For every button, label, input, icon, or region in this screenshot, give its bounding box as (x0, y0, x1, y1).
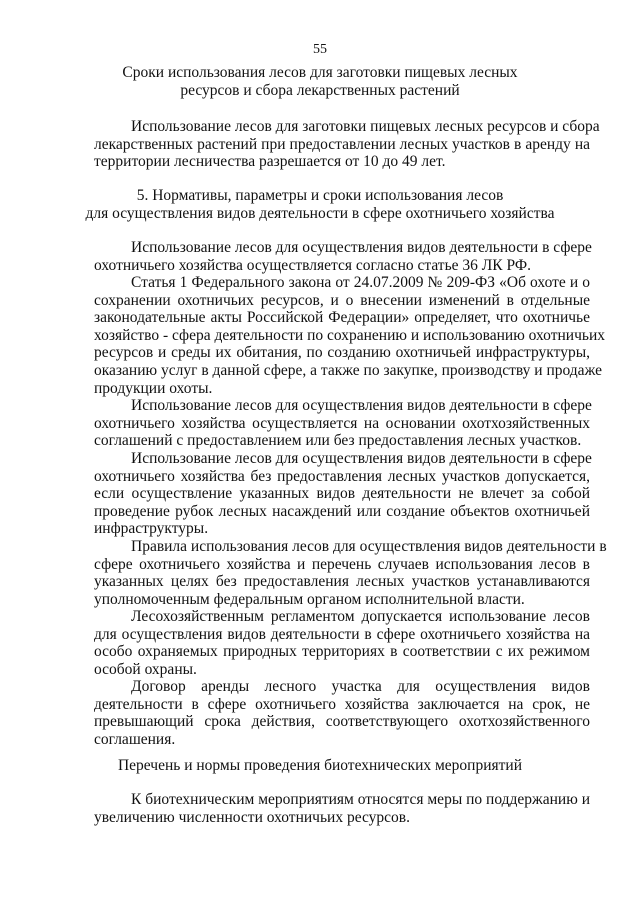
paragraph-line: Использование лесов для осуществления видов деятельности в сфере (131, 239, 592, 256)
paragraph-line: превышающий срока действия, соответствующего охотхозяйственного (94, 713, 590, 731)
paragraph-line: охотничьего хозяйства осуществляется согласно статье 36 ЛК РФ. (94, 256, 531, 274)
paragraph-line: проведение рубок лесных насаждений или создание объектов охотничьей (94, 502, 590, 520)
paragraph-line: оказанию услуг в данной сфере, а также по закупке, производству и продаже (94, 361, 602, 379)
paragraph-line: лекарственных растений при предоставлении лесных участков в аренду на (94, 135, 590, 153)
section-heading-biotech (0, 757, 640, 775)
paragraph-line: особо охраняемых природных территориях в соответствии с их режимом (94, 643, 590, 661)
paragraph-biotech (94, 791, 590, 826)
heading-line: 5. Нормативы, параметры и сроки использования лесов (136, 187, 504, 204)
paragraph-hunting-6 (94, 608, 590, 678)
paragraph-hunting-3 (94, 397, 590, 450)
paragraph-line: охотничьего хозяйства осуществляется на основании охотхозяйственных (94, 414, 590, 432)
paragraph-line: указанных целях без предоставления лесных участков устанавливаются (94, 573, 590, 591)
paragraph-line: особой охраны. (94, 660, 197, 678)
paragraph-line: охотничьего хозяйства без предоставления лесных участков допускается, (94, 467, 590, 485)
paragraph-hunting-5 (94, 538, 607, 608)
paragraph-line: увеличению численности охотничьих ресурсов. (94, 808, 410, 826)
paragraph-line: Использование лесов для осуществления видов деятельности в сфере (131, 450, 592, 467)
heading-line: ресурсов и сбора лекарственных растений (180, 82, 460, 99)
paragraph-line: инфраструктуры. (94, 520, 209, 538)
paragraph-line: если осуществление указанных видов деятельности не влечет за собой (94, 485, 590, 503)
paragraph-hunting-2 (94, 274, 606, 397)
paragraph-hunting-7 (94, 678, 590, 748)
paragraph-line: Использование лесов для заготовки пищевых лесных ресурсов и сбора (131, 118, 600, 135)
heading-line: для осуществления видов деятельности в сфере охотничьего хозяйства (85, 205, 555, 222)
paragraph-line: соглашений с предоставлением или без предоставления лесных участков. (94, 432, 582, 450)
paragraph-line: Договор аренды лесного участка для осуществления видов (131, 678, 590, 695)
paragraph-hunting-4 (94, 450, 590, 538)
heading-line: Перечень и нормы проведения биотехнических мероприятий (117, 757, 523, 774)
paragraph-line: деятельности в сфере охотничьего хозяйства заключается на срок, не (94, 695, 590, 713)
paragraph-line: ресурсов и среды их обитания, по созданию охотничьей инфраструктуры, (94, 344, 590, 362)
paragraph-line: для осуществления видов деятельности в сфере охотничьего хозяйства на (94, 625, 590, 643)
section-heading-forest-food (0, 64, 640, 100)
paragraph-line: сфере охотничьего хозяйства и перечень случаев использования лесов в (94, 555, 590, 573)
paragraph-line: Правила использования лесов для осуществления видов деятельности в (131, 538, 607, 555)
page-number: 55 (313, 42, 327, 57)
heading-line: Сроки использования лесов для заготовки пищевых лесных (122, 64, 518, 81)
paragraph-line: соглашения. (94, 730, 176, 748)
paragraph-line: К биотехническим мероприятиям относятся меры по поддержанию и (131, 791, 590, 808)
paragraph-line: продукции охоты. (94, 379, 213, 397)
paragraph-line: Использование лесов для осуществления видов деятельности в сфере (131, 397, 592, 414)
paragraph-hunting-1 (94, 239, 590, 274)
paragraph-line: Статья 1 Федерального закона от 24.07.2009 № 209-ФЗ «Об охоте и о (131, 274, 590, 291)
paragraph-line: уполномоченным федеральным органом исполнительной власти. (94, 590, 525, 608)
paragraph-line: территории лесничества разрешается от 10 до 49 лет. (94, 153, 446, 171)
paragraph-line: хозяйство - сфера деятельности по сохранению и использованию охотничьих (94, 326, 606, 344)
paragraph-line: законодательные акты Российской Федерации» определяет, что охотничье (94, 309, 590, 327)
paragraph-line: Лесохозяйственным регламентом допускается использование лесов (131, 608, 590, 625)
paragraph-line: сохранении охотничьих ресурсов, и о внесении изменений в отдельные (94, 291, 590, 309)
paragraph-forest-food (94, 118, 600, 171)
section-heading-hunting (0, 187, 640, 223)
